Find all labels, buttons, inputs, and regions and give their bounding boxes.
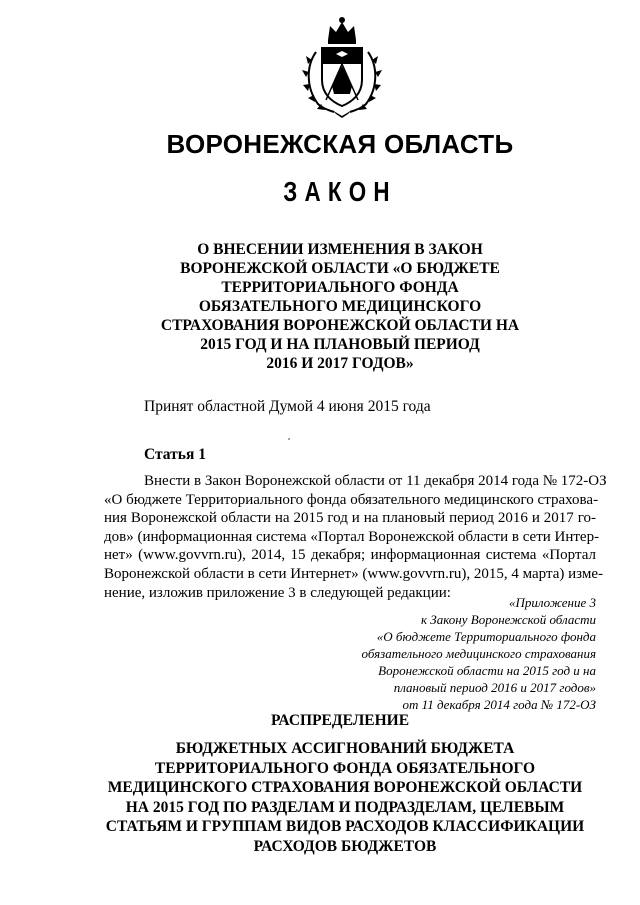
appendix-reference <box>362 594 596 713</box>
article-label: Статья 1 <box>144 446 206 463</box>
region-title: ВОРОНЕЖСКАЯ ОБЛАСТЬ <box>166 129 514 159</box>
law-heading-line: ВОРОНЕЖСКОЙ ОБЛАСТИ «О БЮДЖЕТЕ <box>180 260 500 277</box>
distribution-subtitle <box>95 739 595 856</box>
appendix-line: обязательного медицинского страхования <box>361 646 596 661</box>
law-heading-line: ТЕРРИТОРИАЛЬНОГО ФОНДА <box>221 279 459 296</box>
scan-speck <box>288 438 290 440</box>
distribution-line: НА 2015 ГОД ПО РАЗДЕЛАМ И ПОДРАЗДЕЛАМ, ЦЕЛЕВЫМ <box>125 798 565 816</box>
article-line: нение, изложив приложение 3 в следующей редакции: <box>104 584 451 601</box>
article-body <box>104 472 607 602</box>
distribution-line: СТАТЬЯМ И ГРУППАМ ВИДОВ РАСХОДОВ КЛАССИФИКАЦИИ <box>105 818 585 835</box>
law-title: ЗАКОН <box>283 176 397 207</box>
appendix-line: «Приложение 3 <box>508 595 596 610</box>
article-line: Воронежской области в сети Интернет» (www.govvrn.ru), 2015, 4 марта) изме- <box>104 565 603 582</box>
law-heading-line: ОБЯЗАТЕЛЬНОГО МЕДИЦИНСКОГО <box>198 298 482 315</box>
article-line: «О бюджете Территориального фонда обязательного медицинского страхова- <box>104 491 599 508</box>
law-heading-line: 2015 ГОД И НА ПЛАНОВЫЙ ПЕРИОД <box>200 336 480 353</box>
appendix-line: Воронежской области на 2015 год и на <box>378 663 596 678</box>
article-line: нет» (www.govvrn.ru), 2014, 15 декабря; информационная система «Портал <box>104 547 596 564</box>
appendix-line: «О бюджете Территориального фонда <box>376 629 596 644</box>
coat-of-arms-icon <box>298 14 386 118</box>
appendix-line: к Закону Воронежской области <box>420 612 596 627</box>
article-line: дов» (информационная система «Портал Воронежской области в сети Интер- <box>104 528 600 545</box>
adoption-note: Принят областной Думой 4 июня 2015 года <box>144 398 431 415</box>
distribution-title: РАСПРЕДЕЛЕНИЕ <box>270 712 410 729</box>
distribution-line: БЮДЖЕТНЫХ АССИГНОВАНИЙ БЮДЖЕТА <box>175 740 515 757</box>
distribution-line: РАСХОДОВ БЮДЖЕТОВ <box>253 837 437 855</box>
law-heading-line: СТРАХОВАНИЯ ВОРОНЕЖСКОЙ ОБЛАСТИ НА <box>160 317 520 334</box>
article-line: ния Воронежской области на 2015 год и на плановый период 2016 и 2017 го- <box>104 510 596 527</box>
distribution-line: ТЕРРИТОРИАЛЬНОГО ФОНДА ОБЯЗАТЕЛЬНОГО <box>154 759 536 777</box>
law-heading-line: 2016 И 2017 ГОДОВ» <box>266 355 414 372</box>
article-line: Внести в Закон Воронежской области от 11 декабря 2014 года № 172-ОЗ <box>144 473 607 489</box>
distribution-line: МЕДИЦИНСКОГО СТРАХОВАНИЯ ВОРОНЕЖСКОЙ ОБЛАСТИ <box>107 779 583 796</box>
law-heading <box>150 240 530 373</box>
appendix-line: от 11 декабря 2014 года № 172-ОЗ <box>402 697 596 712</box>
appendix-line: плановый период 2016 и 2017 годов» <box>393 680 596 695</box>
law-heading-line: О ВНЕСЕНИИ ИЗМЕНЕНИЯ В ЗАКОН <box>197 241 483 258</box>
